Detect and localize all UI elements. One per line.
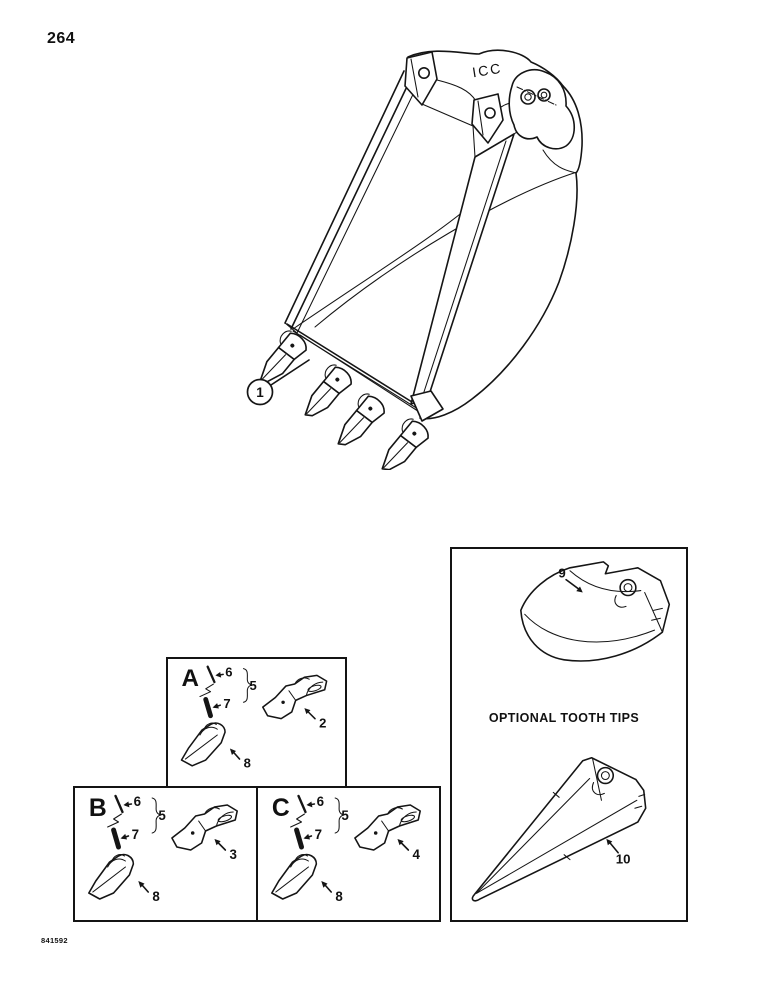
box-c-letter: C [271,793,290,823]
adapter-illustration [263,675,327,718]
optional-tips-title: OPTIONAL TOOTH TIPS [488,711,640,725]
callout-adapter: 3 [229,846,237,863]
callout-adapter: 4 [412,846,420,863]
callout-roll-pin: 7 [314,826,323,843]
bucket-lug-right [472,94,503,143]
casting-mark-text: ICC [471,59,504,81]
callout-tooth-tip: 8 [335,888,343,905]
detail-box-b-drawing [75,788,256,920]
detail-box-c [256,786,441,922]
bucket-drawing [246,50,582,470]
tooth-tip-illustration [182,723,226,766]
callout-pin-group: 5 [249,677,257,693]
bucket-lug-left [405,52,437,105]
box-a-letter: A [181,664,200,692]
tooth-tip-illustration [272,855,317,899]
form-number: 841592 [41,936,68,945]
callout-tooth-tip: 8 [152,888,160,905]
callout-pin: 6 [225,664,233,680]
callout-long-tip: 10 [615,851,631,867]
detail-box-b [73,786,258,922]
bucket-illustration [225,30,655,470]
callout-pin-group: 5 [158,807,166,824]
callout-tooth-tip: 8 [243,755,251,771]
detail-box-c-drawing [258,788,439,920]
callout-1-label: 1 [256,385,264,400]
callout-roll-pin: 7 [131,826,140,843]
detail-box-a-drawing [168,659,345,786]
callout-pin: 6 [316,793,325,810]
detail-box-a [166,657,347,788]
bucket-pivot-boss [509,70,574,149]
callout-pin: 6 [133,793,142,810]
tooth-tip-illustration [89,855,134,899]
callout-roll-pin: 7 [223,696,231,712]
page-number: 264 [47,30,76,47]
callout-wide-tip: 9 [558,565,566,581]
optional-tips-box [450,547,688,922]
wide-tooth-tip-illustration [521,562,669,661]
callout-adapter: 2 [319,715,327,731]
optional-tips-drawing [452,549,686,920]
adapter-illustration [355,805,420,850]
callout-pin-group: 5 [341,807,349,824]
long-tooth-tip-illustration [472,758,645,901]
adapter-illustration [172,805,237,850]
box-b-letter: B [88,793,107,823]
